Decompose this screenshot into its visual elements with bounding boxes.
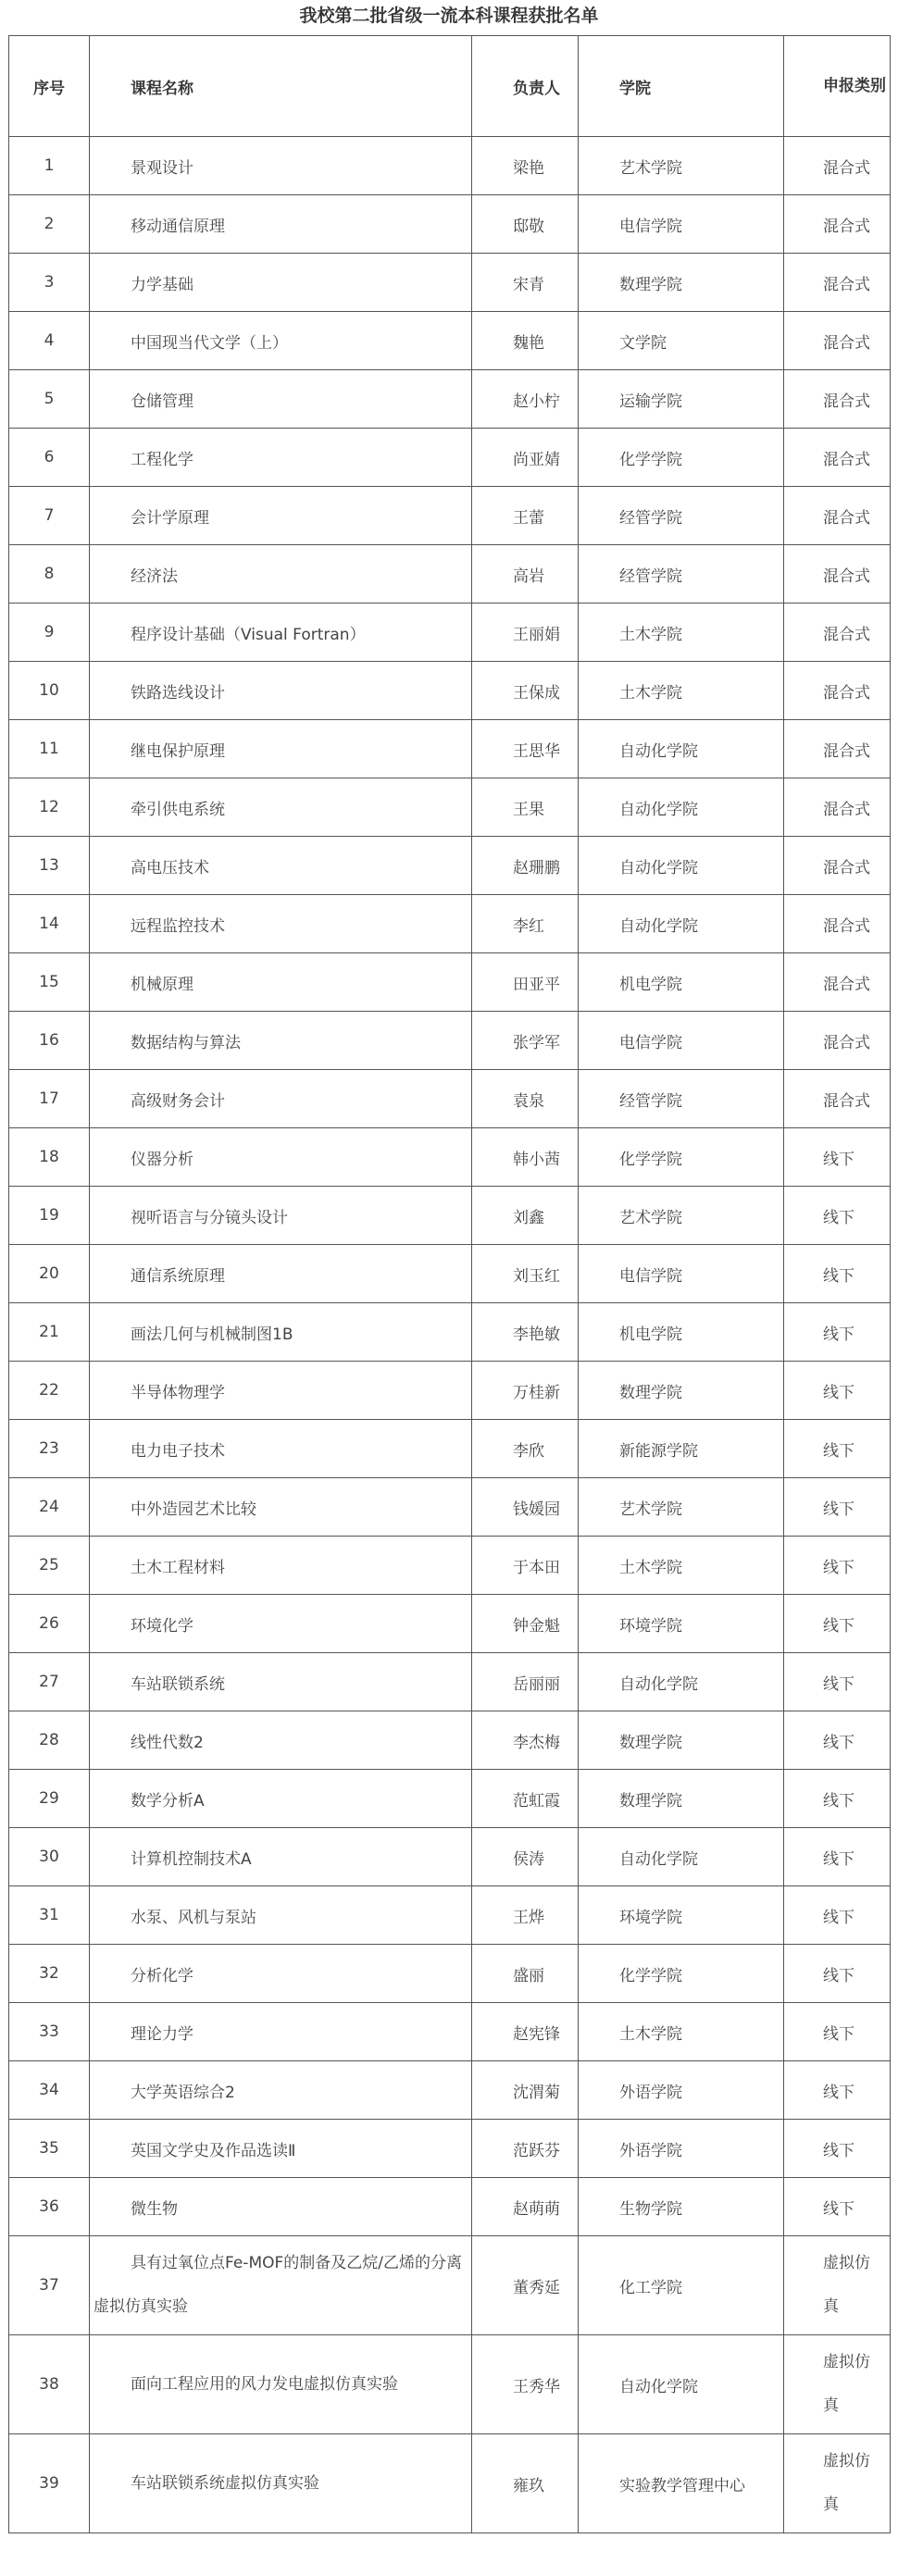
row-school: 数理学院 [579,1362,784,1420]
table-row [9,1362,891,1420]
row-category: 混合式 [784,720,891,778]
row-course-name: 仓储管理 [90,370,472,429]
row-index: 23 [9,1420,90,1478]
row-index: 29 [9,1770,90,1828]
table-row [9,837,891,895]
table-row [9,545,891,604]
row-course-name: 牵引供电系统 [90,778,472,837]
row-school: 电信学院 [579,195,784,254]
row-owner: 王保成 [472,662,579,720]
row-category: 混合式 [784,953,891,1012]
row-category: 线下 [784,1886,891,1945]
row-category: 线下 [784,1362,891,1420]
row-owner: 梁艳 [472,137,579,195]
row-course-name: 英国文学史及作品选读Ⅱ [90,2120,472,2178]
row-category: 混合式 [784,429,891,487]
row-owner: 王丽娟 [472,604,579,662]
row-school: 文学院 [579,312,784,370]
table-row [9,137,891,195]
row-course-name: 景观设计 [90,137,472,195]
row-school: 数理学院 [579,1770,784,1828]
row-category: 混合式 [784,778,891,837]
row-owner: 田亚平 [472,953,579,1012]
row-index: 20 [9,1245,90,1303]
row-course-name: 计算机控制技术A [90,1828,472,1886]
row-category: 虚拟仿真 [784,2335,891,2434]
row-owner: 赵珊鹏 [472,837,579,895]
row-index: 10 [9,662,90,720]
row-category: 线下 [784,2003,891,2061]
row-school: 自动化学院 [579,837,784,895]
row-index: 34 [9,2061,90,2120]
row-school: 数理学院 [579,1711,784,1770]
row-course-name: 环境化学 [90,1595,472,1653]
row-index: 2 [9,195,90,254]
row-index: 35 [9,2120,90,2178]
row-course-name: 会计学原理 [90,487,472,545]
table-row [9,720,891,778]
row-course-name: 高电压技术 [90,837,472,895]
row-owner: 李杰梅 [472,1711,579,1770]
table-row [9,778,891,837]
table-row [9,1653,891,1711]
row-school: 经管学院 [579,487,784,545]
row-owner: 李欣 [472,1420,579,1478]
table-row [9,2120,891,2178]
row-school: 自动化学院 [579,778,784,837]
row-category: 线下 [784,1537,891,1595]
row-course-name: 高级财务会计 [90,1070,472,1128]
table-row [9,2434,891,2533]
row-school: 自动化学院 [579,895,784,953]
row-index: 15 [9,953,90,1012]
table-row [9,1770,891,1828]
row-category: 线下 [784,1420,891,1478]
row-school: 化学学院 [579,429,784,487]
row-course-name: 铁路选线设计 [90,662,472,720]
table-row [9,1245,891,1303]
row-index: 24 [9,1478,90,1537]
row-course-name: 经济法 [90,545,472,604]
row-index: 21 [9,1303,90,1362]
row-owner: 雍玖 [472,2434,579,2533]
row-index: 26 [9,1595,90,1653]
row-index: 17 [9,1070,90,1128]
row-school: 艺术学院 [579,1187,784,1245]
row-category: 线下 [784,2178,891,2236]
row-index: 36 [9,2178,90,2236]
row-index: 25 [9,1537,90,1595]
table-row [9,1886,891,1945]
row-owner: 赵萌萌 [472,2178,579,2236]
row-course-name: 远程监控技术 [90,895,472,953]
row-owner: 邸敬 [472,195,579,254]
row-school: 外语学院 [579,2061,784,2120]
row-category: 混合式 [784,1012,891,1070]
row-index: 16 [9,1012,90,1070]
row-course-name: 车站联锁系统 [90,1653,472,1711]
row-owner: 万桂新 [472,1362,579,1420]
row-category: 混合式 [784,195,891,254]
row-school: 土木学院 [579,2003,784,2061]
table-header-row [9,36,891,137]
row-index: 22 [9,1362,90,1420]
row-school: 环境学院 [579,1595,784,1653]
table-row [9,429,891,487]
header-course: 课程名称 [90,36,472,137]
row-index: 28 [9,1711,90,1770]
row-course-name: 中国现当代文学（上） [90,312,472,370]
row-index: 9 [9,604,90,662]
table-row [9,2061,891,2120]
row-category: 混合式 [784,545,891,604]
table-row [9,1303,891,1362]
header-index: 序号 [9,36,90,137]
row-school: 自动化学院 [579,720,784,778]
row-owner: 范虹霞 [472,1770,579,1828]
row-owner: 刘玉红 [472,1245,579,1303]
row-index: 13 [9,837,90,895]
row-course-name: 仪器分析 [90,1128,472,1187]
row-course-name: 程序设计基础（Visual Fortran） [90,604,472,662]
row-school: 土木学院 [579,662,784,720]
row-school: 化工学院 [579,2236,784,2335]
table-row [9,312,891,370]
row-index: 31 [9,1886,90,1945]
row-owner: 王果 [472,778,579,837]
row-category: 线下 [784,1711,891,1770]
row-course-name: 力学基础 [90,254,472,312]
row-course-name: 具有过氧位点Fe-MOF的制备及乙烷/乙烯的分离虚拟仿真实验 [90,2236,472,2335]
row-category: 线下 [784,1653,891,1711]
table-row [9,1420,891,1478]
row-category: 线下 [784,1945,891,2003]
row-category: 线下 [784,1245,891,1303]
table-row [9,254,891,312]
course-table [8,35,891,2533]
table-row [9,1478,891,1537]
table-row [9,1128,891,1187]
header-school: 学院 [579,36,784,137]
row-course-name: 面向工程应用的风力发电虚拟仿真实验 [90,2335,472,2434]
row-owner: 王秀华 [472,2335,579,2434]
row-index: 32 [9,1945,90,2003]
header-category: 申报类别 [784,36,891,137]
row-school: 机电学院 [579,953,784,1012]
row-school: 电信学院 [579,1012,784,1070]
row-owner: 张学军 [472,1012,579,1070]
table-row [9,1595,891,1653]
table-row [9,1012,891,1070]
row-course-name: 理论力学 [90,2003,472,2061]
row-category: 线下 [784,1595,891,1653]
row-school: 数理学院 [579,254,784,312]
row-owner: 王思华 [472,720,579,778]
row-course-name: 中外造园艺术比较 [90,1478,472,1537]
row-school: 环境学院 [579,1886,784,1945]
table-row [9,1187,891,1245]
row-owner: 岳丽丽 [472,1653,579,1711]
row-owner: 高岩 [472,545,579,604]
row-course-name: 分析化学 [90,1945,472,2003]
row-school: 艺术学院 [579,1478,784,1537]
row-index: 3 [9,254,90,312]
row-category: 线下 [784,1187,891,1245]
row-school: 新能源学院 [579,1420,784,1478]
row-school: 艺术学院 [579,137,784,195]
row-category: 线下 [784,1128,891,1187]
row-course-name: 半导体物理学 [90,1362,472,1420]
row-owner: 侯涛 [472,1828,579,1886]
row-owner: 沈渭菊 [472,2061,579,2120]
row-school: 土木学院 [579,604,784,662]
row-owner: 李艳敏 [472,1303,579,1362]
row-index: 4 [9,312,90,370]
row-category: 线下 [784,1828,891,1886]
table-row [9,604,891,662]
row-school: 生物学院 [579,2178,784,2236]
row-course-name: 工程化学 [90,429,472,487]
row-course-name: 大学英语综合2 [90,2061,472,2120]
table-row [9,370,891,429]
row-course-name: 通信系统原理 [90,1245,472,1303]
row-index: 11 [9,720,90,778]
row-owner: 李红 [472,895,579,953]
row-index: 18 [9,1128,90,1187]
row-course-name: 移动通信原理 [90,195,472,254]
row-owner: 赵小柠 [472,370,579,429]
row-category: 混合式 [784,137,891,195]
row-owner: 董秀延 [472,2236,579,2335]
row-course-name: 数据结构与算法 [90,1012,472,1070]
table-row [9,1537,891,1595]
page-title: 我校第二批省级一流本科课程获批名单 [299,6,599,26]
row-category: 混合式 [784,312,891,370]
table-row [9,1945,891,2003]
row-category: 线下 [784,1770,891,1828]
row-index: 1 [9,137,90,195]
table-row [9,195,891,254]
row-owner: 王烨 [472,1886,579,1945]
row-school: 化学学院 [579,1128,784,1187]
row-owner: 盛丽 [472,1945,579,2003]
row-category: 线下 [784,2061,891,2120]
row-category: 混合式 [784,1070,891,1128]
table-row [9,1070,891,1128]
row-category: 混合式 [784,604,891,662]
table-body [9,137,891,2533]
row-index: 33 [9,2003,90,2061]
table-row [9,953,891,1012]
row-course-name: 线性代数2 [90,1711,472,1770]
row-school: 自动化学院 [579,1828,784,1886]
row-course-name: 数学分析A [90,1770,472,1828]
row-course-name: 视听语言与分镜头设计 [90,1187,472,1245]
row-index: 38 [9,2335,90,2434]
row-school: 经管学院 [579,545,784,604]
row-owner: 韩小茜 [472,1128,579,1187]
row-owner: 宋青 [472,254,579,312]
row-category: 虚拟仿真 [784,2434,891,2533]
row-owner: 尚亚婧 [472,429,579,487]
row-category: 线下 [784,1478,891,1537]
row-course-name: 土木工程材料 [90,1537,472,1595]
row-owner: 刘鑫 [472,1187,579,1245]
row-school: 土木学院 [579,1537,784,1595]
table-row [9,2178,891,2236]
row-index: 12 [9,778,90,837]
row-owner: 钱媛园 [472,1478,579,1537]
row-index: 6 [9,429,90,487]
row-school: 化学学院 [579,1945,784,2003]
row-course-name: 机械原理 [90,953,472,1012]
table-row [9,895,891,953]
row-category: 线下 [784,2120,891,2178]
row-category: 混合式 [784,837,891,895]
row-owner: 钟金魁 [472,1595,579,1653]
row-owner: 王蕾 [472,487,579,545]
row-category: 混合式 [784,662,891,720]
row-index: 14 [9,895,90,953]
row-course-name: 微生物 [90,2178,472,2236]
row-course-name: 水泵、风机与泵站 [90,1886,472,1945]
row-index: 30 [9,1828,90,1886]
row-index: 8 [9,545,90,604]
row-owner: 赵宪锋 [472,2003,579,2061]
row-owner: 于本田 [472,1537,579,1595]
table-row [9,2236,891,2335]
header-owner: 负责人 [472,36,579,137]
row-index: 27 [9,1653,90,1711]
row-category: 混合式 [784,487,891,545]
row-owner: 范跃芬 [472,2120,579,2178]
row-index: 39 [9,2434,90,2533]
row-index: 37 [9,2236,90,2335]
row-index: 19 [9,1187,90,1245]
row-owner: 袁泉 [472,1070,579,1128]
row-school: 运输学院 [579,370,784,429]
row-school: 实验教学管理中心 [579,2434,784,2533]
row-category: 线下 [784,1303,891,1362]
row-school: 自动化学院 [579,2335,784,2434]
row-school: 外语学院 [579,2120,784,2178]
row-category: 混合式 [784,254,891,312]
table-row [9,2335,891,2434]
table-row [9,1711,891,1770]
row-school: 机电学院 [579,1303,784,1362]
row-school: 经管学院 [579,1070,784,1128]
row-course-name: 车站联锁系统虚拟仿真实验 [90,2434,472,2533]
table-row [9,2003,891,2061]
row-school: 电信学院 [579,1245,784,1303]
row-course-name: 电力电子技术 [90,1420,472,1478]
row-category: 混合式 [784,370,891,429]
row-category: 混合式 [784,895,891,953]
row-owner: 魏艳 [472,312,579,370]
row-course-name: 继电保护原理 [90,720,472,778]
table-row [9,487,891,545]
row-index: 7 [9,487,90,545]
row-course-name: 画法几何与机械制图1B [90,1303,472,1362]
table-row [9,662,891,720]
table-row [9,1828,891,1886]
row-category: 虚拟仿真 [784,2236,891,2335]
row-school: 自动化学院 [579,1653,784,1711]
row-index: 5 [9,370,90,429]
